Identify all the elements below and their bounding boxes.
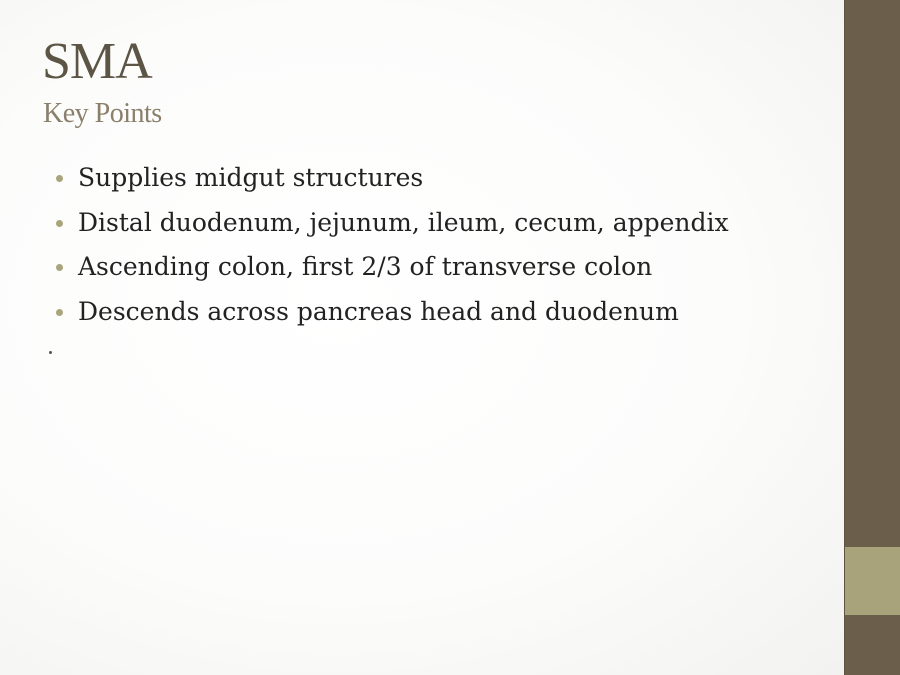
bullet-dot-icon — [56, 175, 63, 182]
bullet-dot-icon — [56, 309, 63, 316]
bullet-text: Descends across pancreas head and duodenum — [78, 296, 679, 326]
bullet-list — [50, 156, 729, 334]
sidebar-accent-block — [845, 547, 900, 615]
decorative-sidebar — [844, 0, 900, 675]
slide-subtitle: Key Points — [43, 98, 162, 129]
bullet-dot-icon — [56, 220, 63, 227]
bullet-item — [50, 201, 729, 246]
empty-bullet-mark — [49, 351, 52, 354]
bullet-text: Supplies midgut structures — [78, 163, 424, 192]
bullet-text: Ascending colon, first 2/3 of transverse colon — [78, 252, 653, 281]
bullet-item — [50, 245, 729, 290]
bullet-item — [50, 156, 729, 201]
slide-title: SMA — [42, 33, 152, 90]
bullet-text: Distal duodenum, jejunum, ileum, cecum, appendix — [78, 207, 729, 237]
bullet-item — [50, 290, 729, 335]
bullet-dot-icon — [56, 264, 63, 271]
